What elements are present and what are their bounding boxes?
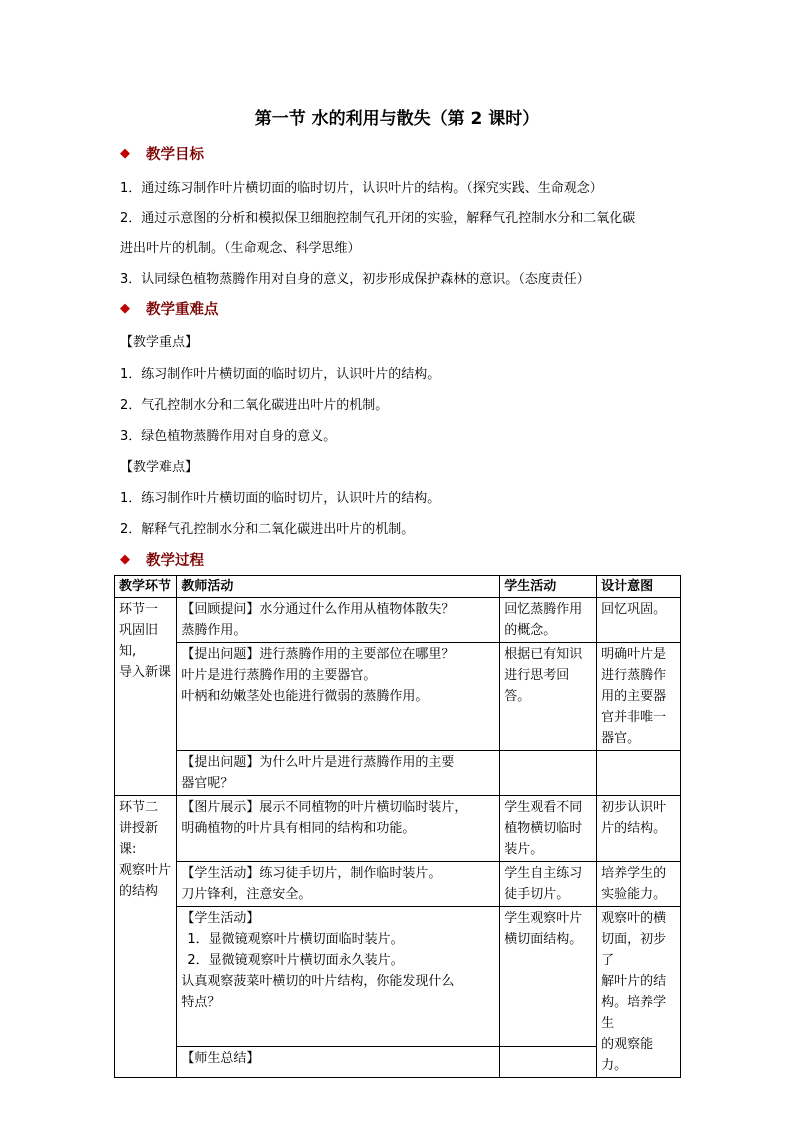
- student-cell: 根据已有知识 进行思考回答。: [500, 643, 597, 751]
- stage-cell-2: 环节二 讲授新课: 观察叶片 的结构: [115, 796, 177, 1078]
- teacher-cell: 【师生总结】: [177, 1046, 500, 1077]
- student-cell: 回忆蒸腾作用 的概念。: [500, 598, 597, 643]
- student-cell-empty: [500, 751, 597, 796]
- goal-item: 2．通过示意图的分析和模拟保卫细胞控制气孔开闭的实验，解释气孔控制水分和二氧化碳: [120, 211, 636, 226]
- teacher-cell: 【提出问题】为什么叶片是进行蒸腾作用的主要 器官呢？: [177, 751, 500, 796]
- header-intent: 设计意图: [597, 576, 681, 598]
- diamond-bullet-icon: ◆: [120, 301, 130, 316]
- student-cell: 学生观察叶片 横切面结构。: [500, 907, 597, 1047]
- intent-cell-empty: [597, 751, 681, 796]
- stage-cell-1: 环节一 巩固旧知, 导入新课: [115, 598, 177, 796]
- goal-item: 进出叶片的机制。（生命观念、科学思维）: [120, 241, 361, 256]
- focus-label: 【教学重点】: [120, 335, 199, 350]
- focus-item: 2．气孔控制水分和二氧化碳进出叶片的机制。: [120, 398, 389, 413]
- diamond-bullet-icon: ◆: [120, 146, 130, 161]
- header-teacher: 教师活动: [177, 576, 500, 598]
- table-row: [115, 1046, 681, 1077]
- table-row: [115, 598, 681, 643]
- student-cell: 学生自主练习 徒手切片。: [500, 862, 597, 907]
- difficulty-item: 2．解释气孔控制水分和二氧化碳进出叶片的机制。: [120, 522, 415, 537]
- teacher-cell: 【学生活动】练习徒手切片，制作临时装片。 刀片锋利，注意安全。: [177, 862, 500, 907]
- process-table: [114, 575, 681, 1078]
- header-stage: 教学环节: [115, 576, 177, 598]
- goal-item: 1．通过练习制作叶片横切面的临时切片，认识叶片的结构。（探究实践、生命观念）: [120, 181, 603, 196]
- intent-cell: 回忆巩固。: [597, 598, 681, 643]
- page-title: 第一节 水的利用与散失（第 2 课时）: [254, 109, 540, 129]
- difficulty-item: 1．练习制作叶片横切面的临时切片，认识叶片的结构。: [120, 491, 441, 506]
- table-row: [115, 862, 681, 907]
- table-row: [115, 643, 681, 751]
- table-header-row: [115, 576, 681, 598]
- intent-cell: 观察叶的横 切面，初步了 解叶片的结 构。培养学生 的观察能力。: [597, 907, 681, 1078]
- header-student: 学生活动: [500, 576, 597, 598]
- section-keypoints-heading: ◆ 教学重难点: [120, 301, 219, 318]
- intent-cell: 初步认识叶 片的结构。: [597, 796, 681, 862]
- teacher-cell: 【回顾提问】水分通过什么作用从植物体散失？ 蒸腾作用。: [177, 598, 500, 643]
- section-process-heading: ◆ 教学过程: [120, 552, 204, 569]
- teacher-cell: 【学生活动】 1．显微镜观察叶片横切面临时装片。 2．显微镜观察叶片横切面永久装片。 认真观察菠菜叶横切的叶片结构，你能发现什么 特点？: [177, 907, 500, 1047]
- focus-item: 3．绿色植物蒸腾作用对自身的意义。: [120, 429, 337, 444]
- teacher-cell: 【提出问题】进行蒸腾作用的主要部位在哪里？ 叶片是进行蒸腾作用的主要器官。 叶柄和幼嫩茎处也能进行微弱的蒸腾作用。: [177, 643, 500, 751]
- student-cell: 学生观看不同 植物横切临时 装片。: [500, 796, 597, 862]
- diamond-bullet-icon: ◆: [120, 552, 130, 567]
- student-cell-empty: [500, 1046, 597, 1077]
- table-row: [115, 796, 681, 862]
- table-row: [115, 751, 681, 796]
- difficulty-label: 【教学难点】: [120, 460, 199, 475]
- goal-item: 3．认同绿色植物蒸腾作用对自身的意义，初步形成保护森林的意识。（态度责任）: [120, 272, 590, 287]
- teacher-cell: 【图片展示】展示不同植物的叶片横切临时装片， 明确植物的叶片具有相同的结构和功能。: [177, 796, 500, 862]
- section-goals-heading: ◆ 教学目标: [120, 146, 204, 163]
- intent-cell: 培养学生的 实验能力。: [597, 862, 681, 907]
- intent-cell: 明确叶片是 进行蒸腾作 用的主要器 官并非唯一 器官。: [597, 643, 681, 751]
- table-row: [115, 907, 681, 1047]
- focus-item: 1．练习制作叶片横切面的临时切片，认识叶片的结构。: [120, 367, 441, 382]
